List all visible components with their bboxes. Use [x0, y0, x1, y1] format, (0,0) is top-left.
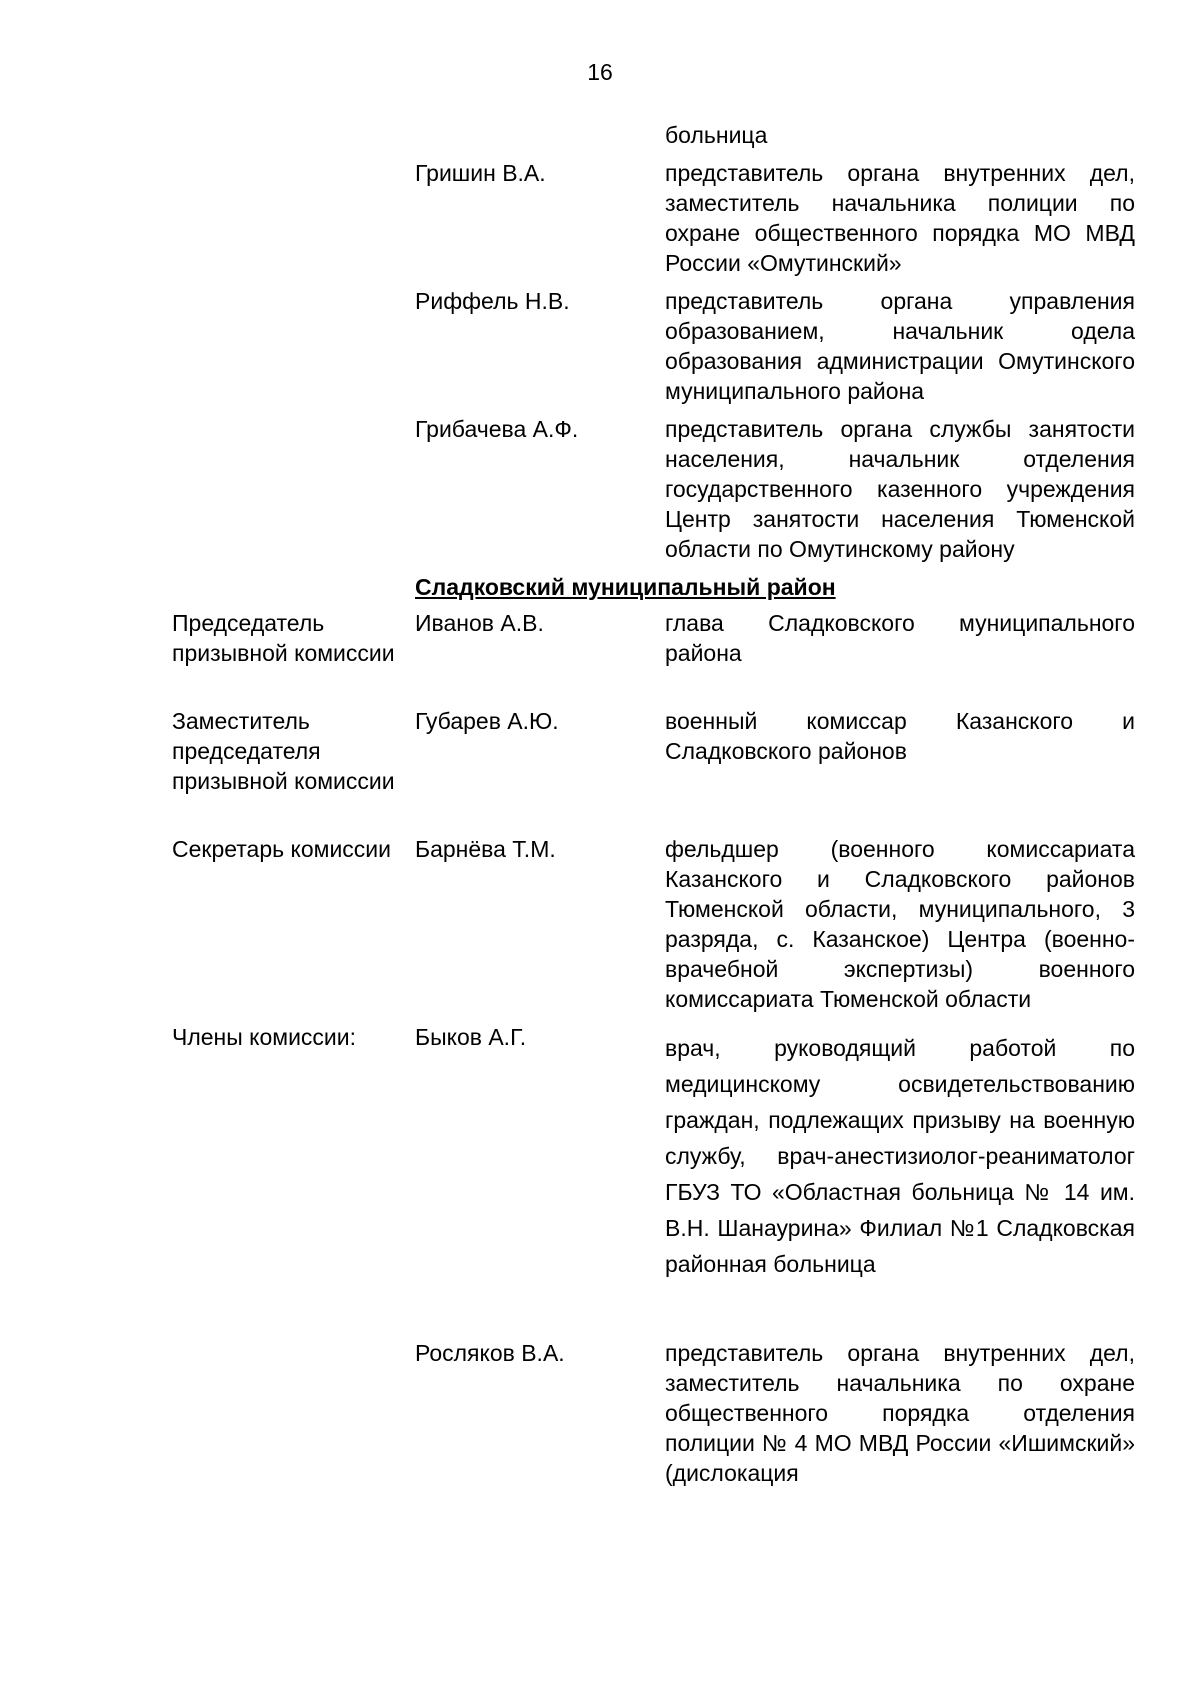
commission-list	[0, 120, 1200, 1488]
member-description: представитель органа внутренних дел, заместитель начальника по охране общественного порядка отделения полиции № 4 МО МВД России «Ишимский» (дислокация	[665, 1340, 1135, 1486]
member-name: Гришин В.А.	[415, 160, 546, 186]
member-role: Председатель призывной комиссии	[172, 610, 395, 666]
member-name: Риффель Н.В.	[415, 288, 570, 314]
member-name: Иванов А.В.	[415, 610, 544, 636]
member-role: Заместитель председателя призывной комиссии	[172, 708, 395, 794]
member-description: глава Сладковского муниципального района	[665, 610, 1135, 666]
member-description: представитель органа управления образованием, начальник одела образования администрации Омутинского муниципального района	[665, 288, 1135, 404]
member-row	[0, 286, 1200, 406]
page-number: 16	[587, 59, 613, 85]
member-row	[0, 1338, 1200, 1488]
member-description: фельдшер (военного комиссариата Казанского и Сладковского районов Тюменской области, муниципального, 3 разряда, с. Казанское) Центра (военно-врачебной экспертизы) военного комиссариата Тюменской области	[665, 836, 1135, 1012]
member-name: Барнёва Т.М.	[415, 836, 556, 862]
member-row	[0, 608, 1200, 698]
member-name: Росляков В.А.	[415, 1340, 565, 1366]
section-title: Сладковский муниципальный район	[415, 574, 836, 600]
continuation-row	[0, 120, 1200, 150]
member-name: Грибачева А.Ф.	[415, 416, 579, 442]
member-description: представитель органа внутренних дел, заместитель начальника полиции по охране общественного порядка МО МВД России «Омутинский»	[665, 160, 1135, 276]
member-description: военный комиссар Казанского и Сладковского районов	[665, 708, 1135, 764]
member-description: врач, руководящий работой по медицинскому освидетельствованию граждан, подлежащих призыву на военную службу, врач-анестизиолог-реаниматолог ГБУЗ ТО «Областная больница № 14 им. В.Н. Шанаурина» Филиал №1 Сладковская районная больница	[665, 1035, 1135, 1277]
member-role: Секретарь комиссии	[172, 836, 391, 862]
member-description: представитель органа службы занятости населения, начальник отделения государственного казенного учреждения Центр занятости населения Тюменской области по Омутинскому району	[665, 416, 1135, 562]
continuation-text: больница	[665, 122, 768, 148]
member-row	[0, 158, 1200, 278]
member-name: Быков А.Г.	[415, 1024, 527, 1050]
member-role: Члены комиссии:	[172, 1024, 357, 1050]
member-name: Губарев А.Ю.	[415, 708, 559, 734]
member-row	[0, 706, 1200, 826]
member-row	[0, 1022, 1200, 1282]
member-row	[0, 414, 1200, 564]
member-row	[0, 834, 1200, 1014]
